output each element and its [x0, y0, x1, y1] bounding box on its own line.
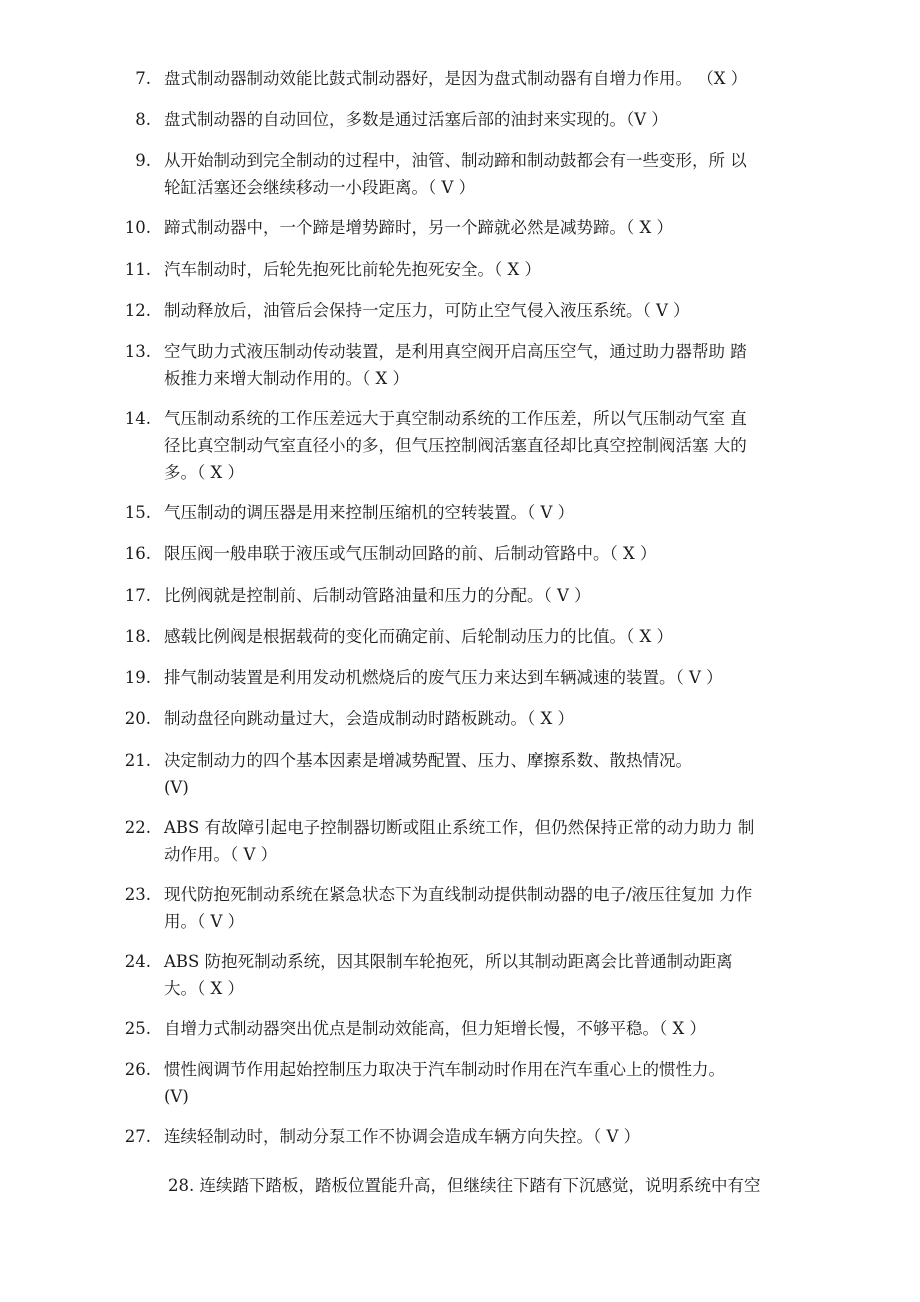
question-number: 23. — [124, 885, 151, 904]
question-text — [164, 948, 834, 1002]
question-text-line: 蹄式制动器中，一个蹄是增势蹄时，另一个蹄就必然是减势蹄。（ X ） — [164, 218, 673, 237]
question-text-line: 现代防抱死制动系统在紧急状态下为直线制动提供制动器的电子/液压往复加 力作 — [164, 885, 753, 904]
question-number: 22. — [124, 818, 151, 837]
question-text-line: ABS 有故障引起电子控制器切断或阻止系统工作，但仍然保持正常的动力助力 制 — [164, 818, 755, 837]
question-text-line: 大。（ X ） — [164, 979, 244, 998]
question-text — [164, 664, 834, 691]
question-number: 25. — [124, 1019, 151, 1038]
question-number: 15. — [124, 503, 151, 522]
question-28-text: 28. 连续踏下踏板，踏板位置能升高，但继续往下踏有下沉感觉，说明系统中有空 — [168, 1176, 761, 1195]
question-number: 16. — [124, 544, 151, 563]
question-text-line: (V) — [164, 1087, 189, 1106]
question-text-line: 气压制动的调压器是用来控制压缩机的空转装置。（ V ） — [164, 503, 575, 522]
question-text — [164, 256, 834, 283]
question-text-line: 汽车制动时，后轮先抱死比前轮先抱死安全。（ X ） — [164, 260, 541, 279]
question-text — [164, 881, 834, 935]
question-text-line: 比例阀就是控制前、后制动管路油量和压力的分配。（ V ） — [164, 586, 591, 605]
question-number: 21. — [124, 751, 151, 770]
question-number: 13. — [124, 342, 151, 361]
question-text-line: 制动盘径向跳动量过大，会造成制动时踏板跳动。（ X ） — [164, 709, 574, 728]
question-number: 9. — [135, 151, 151, 170]
question-text — [164, 499, 834, 526]
question-text-line: ABS 防抱死制动系统，因其限制车轮抱死，所以其制动距离会比普通制动距离 — [164, 952, 733, 971]
question-text — [164, 147, 834, 201]
question-text-line: 动作用。（ V ） — [164, 845, 278, 864]
question-number: 12. — [124, 301, 151, 320]
question-text — [164, 540, 834, 567]
question-number: 10. — [124, 218, 151, 237]
question-number: 24. — [124, 952, 151, 971]
question-text-line: 用。（ V ） — [164, 912, 245, 931]
question-number: 19. — [124, 668, 151, 687]
question-text-line: 连续轻制动时，制动分泵工作不协调会造成车辆方向失控。（ V ） — [164, 1127, 641, 1146]
question-text — [164, 1123, 834, 1150]
question-text-line: 决定制动力的四个基本因素是增减势配置、压力、摩擦系数、散热情况。 — [164, 751, 692, 770]
question-text-line: 限压阀一般串联于液压或气压制动回路的前、后制动管路中。（ X ） — [164, 544, 657, 563]
question-number: 14. — [124, 409, 151, 428]
question-text-line: 多。（ X ） — [164, 463, 244, 482]
question-text — [164, 623, 834, 650]
question-text-line: 从开始制动到完全制动的过程中，油管、制动蹄和制动鼓都会有一些变形，所 以 — [164, 151, 747, 170]
question-number: 18. — [124, 627, 151, 646]
question-text — [164, 65, 834, 92]
question-number: 7. — [135, 69, 151, 88]
question-text — [164, 1056, 834, 1110]
question-text — [164, 405, 834, 486]
question-text-line: 气压制动系统的工作压差远大于真空制动系统的工作压差，所以气压制动气室 直 — [164, 409, 747, 428]
question-text-line: 空气助力式液压制动传动装置，是利用真空阀开启高压空气，通过助力器帮助 踏 — [164, 342, 747, 361]
question-text — [164, 214, 834, 241]
question-number: 11. — [124, 260, 151, 279]
question-text-line: 惯性阀调节作用起始控制压力取决于汽车制动时作用在汽车重心上的惯性力。 — [164, 1060, 725, 1079]
question-number: 17. — [124, 586, 151, 605]
question-text — [164, 297, 834, 324]
question-text — [164, 747, 834, 801]
question-number: 20. — [124, 709, 151, 728]
question-number: 8. — [135, 110, 151, 129]
question-text-line: 轮缸活塞还会继续移动一小段距离。（ V ） — [164, 178, 476, 197]
question-text-line: 自增力式制动器突出优点是制动效能高，但力矩增长慢，不够平稳。（ X ） — [164, 1019, 706, 1038]
question-text — [164, 705, 834, 732]
question-text-line: 盘式制动器的自动回位，多数是通过活塞后部的油封来实现的。（V ） — [164, 110, 668, 129]
question-text-line: 排气制动装置是利用发动机燃烧后的废气压力来达到车辆减速的装置。（ V ） — [164, 668, 723, 687]
question-text-line: 板推力来增大制动作用的。（ X ） — [164, 369, 409, 388]
question-number: 27. — [124, 1127, 151, 1146]
question-text-line: 径比真空制动气室直径小的多，但气压控制阀活塞直径却比真空控制阀活塞 大的 — [164, 436, 747, 455]
question-text — [164, 338, 834, 392]
question-number: 26. — [124, 1060, 151, 1079]
question-text — [164, 106, 834, 133]
question-text-line: 盘式制动器制动效能比鼓式制动器好，是因为盘式制动器有自增力作用。 （X ） — [164, 69, 748, 88]
question-text — [164, 1015, 834, 1042]
question-text-line: 制动释放后，油管后会保持一定压力，可防止空气侵入液压系统。（ V ） — [164, 301, 690, 320]
question-text — [164, 582, 834, 609]
question-text-line: 感载比例阀是根据载荷的变化而确定前、后轮制动压力的比值。（ X ） — [164, 627, 673, 646]
question-text-line: (V) — [164, 778, 189, 797]
question-text — [164, 814, 834, 868]
